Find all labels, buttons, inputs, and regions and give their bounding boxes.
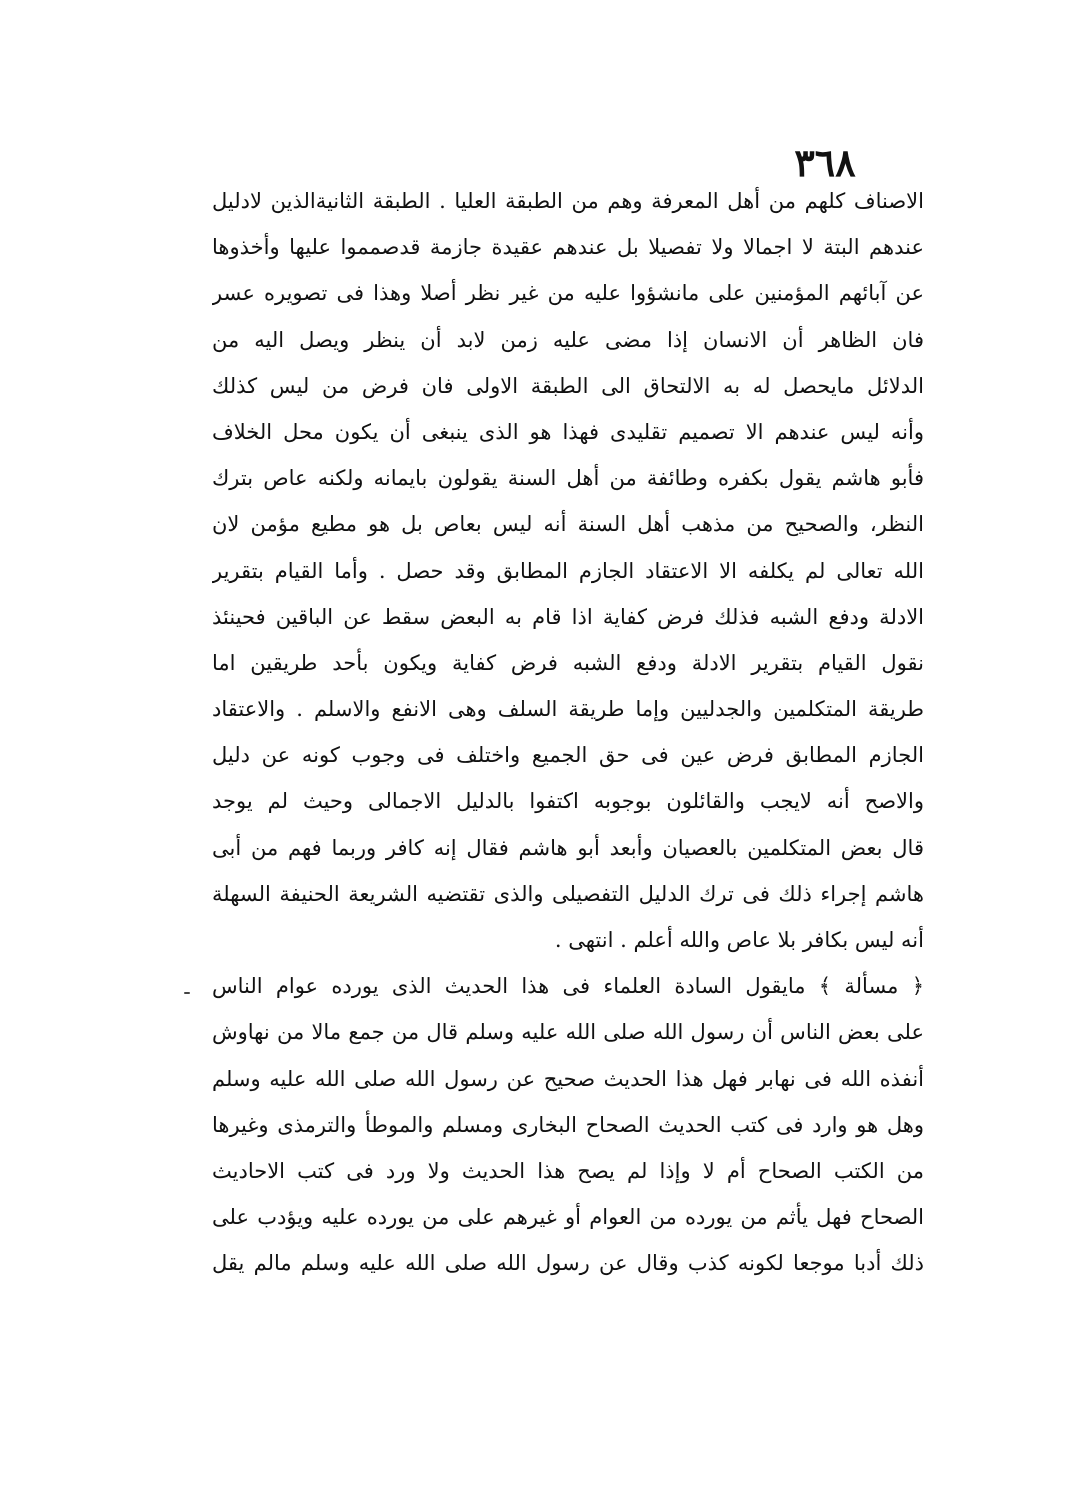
- text-line: قال بعض المتكلمين بالعصيان وأبعد أبو هاشم فقال إنه كافر وربما فهم من أبى: [212, 835, 924, 860]
- text-line: أنفذه الله فى نهابر فهل هذا الحديث صحيح عن رسول الله صلى الله عليه وسلم: [212, 1066, 924, 1091]
- text-line: الجازم المطابق فرض عين فى حق الجميع واختلف فى وجوب كونه عن دليل: [212, 743, 924, 768]
- text-line: الدلائل مايحصل له به الالتحاق الى الطبقة الاولى فان فرض من ليس كذلك: [212, 373, 924, 398]
- text-line: عندهم البتة لا اجمالا ولا تفصيلا بل عندهم عقيدة جازمة قدصمموا عليها وأخذوها: [212, 235, 924, 260]
- body-text: [212, 178, 924, 1287]
- text-line: طريقة المتكلمين والجدليين وإما طريقة السلف وهى الانفع والاسلم . والاعتقاد: [212, 697, 924, 722]
- text-line: الصحاح فهل يأثم من يورده من العوام أو غيرهم على من يورده عليه ويؤدب على: [212, 1205, 924, 1230]
- text-line: عن آبائهم المؤمنين على مانشؤوا عليه من غير نظر أصلا وهذا فى تصويره عسر: [212, 281, 924, 306]
- text-line: فأبو هاشم يقول بكفره وطائفة من أهل السنة يقولون بايمانه ولكنه عاص بترك: [212, 466, 924, 491]
- text-line: نقول القيام بتقرير الادلة ودفع الشبه فرض كفاية ويكون بأحد طريقين اما: [212, 650, 924, 675]
- text-line: الاصناف كلهم من أهل المعرفة وهم من الطبقة العليا . الطبقة الثانيةالذين لادليل: [212, 189, 924, 213]
- text-line: النظر، والصحيح من مذهب أهل السنة أنه ليس بعاص بل هو مطيع مؤمن لان: [212, 512, 924, 537]
- scan-speck: [184, 992, 190, 994]
- text-line: على بعض الناس أن رسول الله صلى الله عليه وسلم قال من جمع مالا من نهاوش: [212, 1020, 924, 1045]
- text-line: وأنه ليس عندهم الا تصميم تقليدى فهذا هو الذى ينبغى أن يكون محل الخلاف: [212, 419, 924, 444]
- text-line: من الكتب الصحاح أم لا وإذا لم يصح هذا الحديث ولا ورد فى كتب الاحاديث: [212, 1158, 924, 1183]
- text-line: الادلة ودفع الشبه فذلك فرض كفاية اذا قام به البعض سقط عن الباقين فحينئذ: [212, 604, 924, 629]
- text-line: والاصح أنه لايجب والقائلون بوجوبه اكتفوا بالدليل الاجمالى وحيث لم يوجد: [212, 789, 924, 814]
- text-line: وهل هو وارد فى كتب الحديث الصحاح البخارى ومسلم والموطأ والترمذى وغيرها: [212, 1112, 924, 1137]
- text-line: الله تعالى لم يكلفه الا الاعتقاد الجازم المطابق وقد حصل . وأما القيام بتقرير: [212, 558, 924, 583]
- text-line: هاشم إجراء ذلك فى ترك الدليل التفصيلى والذى تقتضيه الشريعة الحنيفة السهلة: [212, 881, 924, 906]
- page-number: ٣٦٨: [794, 140, 856, 185]
- text-line: ذلك أدبا موجعا لكونه كذب وقال عن رسول الله صلى الله عليه وسلم مالم يقل: [212, 1251, 924, 1276]
- text-line-paragraph-end: أنه ليس بكافر بلا عاص والله أعلم . انتهى .: [554, 928, 924, 952]
- text-line: فان الظاهر أن الانسان إذا مضى عليه زمن لابد أن ينظر ويصل اليه من: [212, 327, 924, 352]
- question-heading-line: ﴿ مسألة ﴾ مايقول السادة العلماء فى هذا الحديث الذى يورده عوام الناس: [212, 974, 924, 999]
